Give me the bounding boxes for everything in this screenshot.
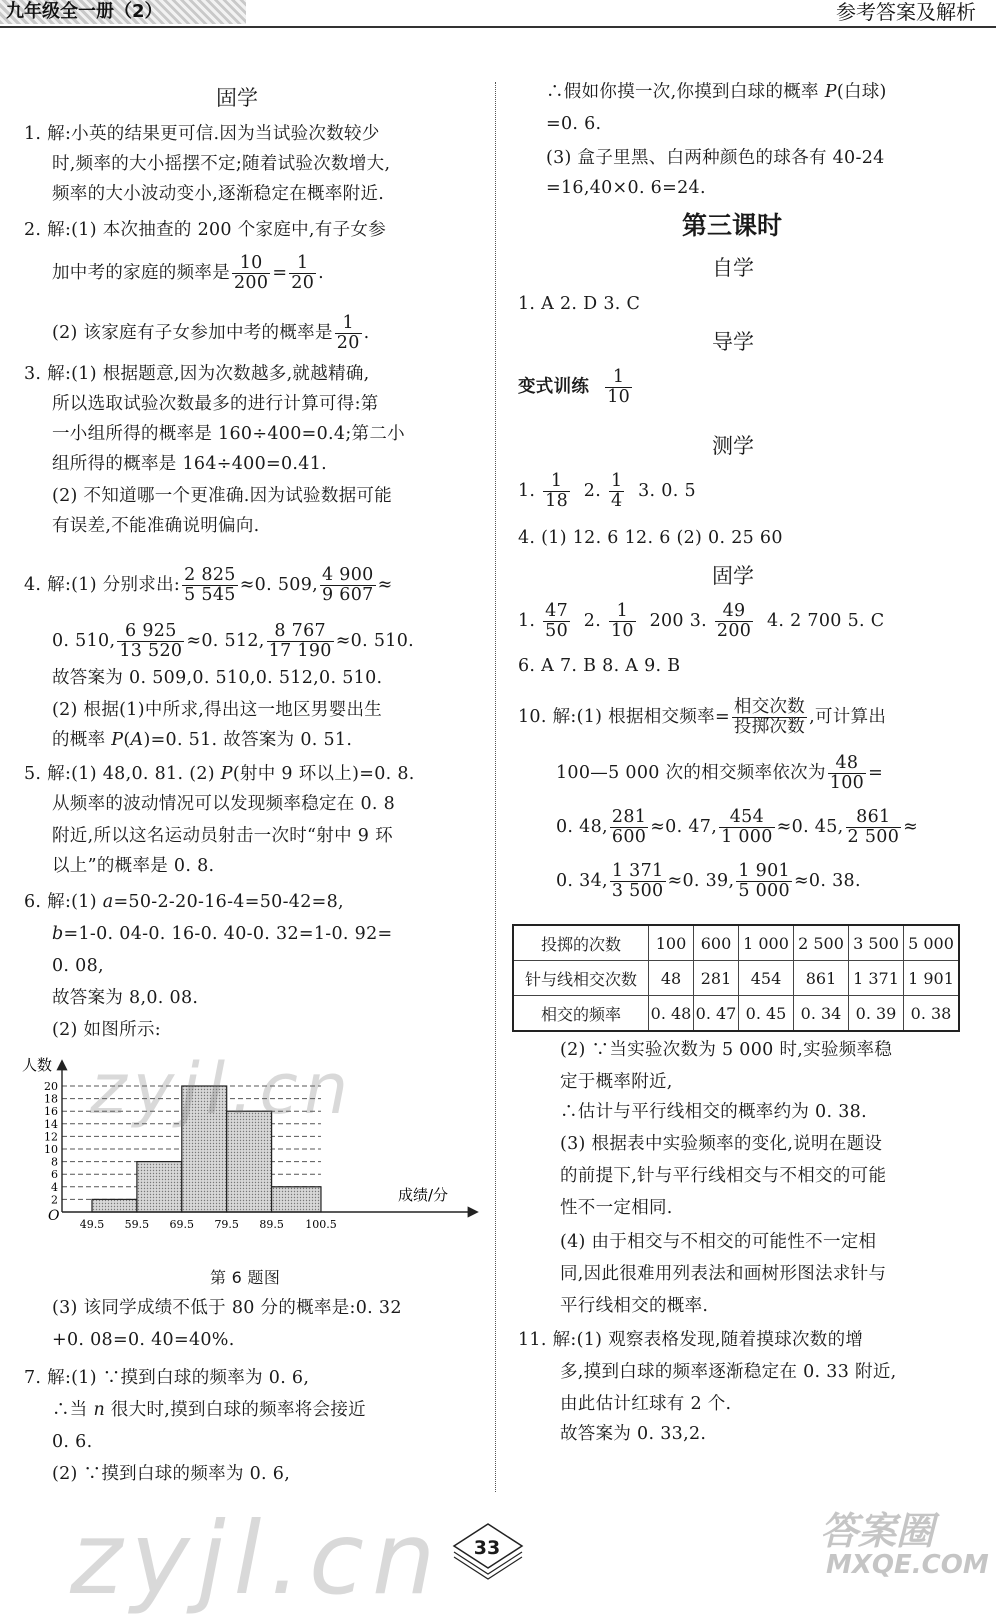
bianshi-fraction: [605, 368, 632, 407]
q10-line-2: [556, 754, 883, 793]
equals: =: [272, 263, 288, 283]
g-text: 200 3.: [649, 611, 708, 631]
section-title-cexue: 测学: [712, 434, 754, 458]
g-text: 4. 2 700 5. C: [766, 611, 885, 631]
q10-fraction: [828, 754, 866, 793]
table-cell: 0. 48: [649, 996, 694, 1032]
q4-line-2: [52, 622, 414, 661]
q10b-line-7: (4) 由于相交与不相交的可能性不一定相: [560, 1232, 877, 1252]
frac-den: 18: [545, 491, 569, 511]
q2-line-2: [52, 254, 324, 293]
frac-num: 49: [715, 602, 753, 622]
q1-line-1: 1. 解:小英的结果更可信.因为当试验次数较少: [24, 124, 380, 144]
table-row: [513, 961, 959, 996]
q4-text: ≈0. 510.: [335, 631, 415, 651]
q2-fraction: [335, 314, 362, 353]
frac-den: 投掷次数: [733, 717, 806, 737]
table-cell: 1 000: [739, 925, 794, 961]
frac-den: 3 500: [611, 881, 664, 901]
bianshi-label: 变式训练: [518, 377, 590, 397]
table-cell: 1 901: [904, 961, 960, 996]
q3-line-4: 组所得的概率是 164÷400=0.41.: [52, 454, 328, 474]
q3-line-6: 有误差,不能准确说明偏向.: [52, 516, 260, 536]
frac-num: 1 371: [611, 861, 664, 881]
q10-text: 100—5 000 次的相交频率依次为: [556, 763, 826, 783]
frac-num: 47: [545, 601, 569, 621]
watermark-logo-bottom: zyjl.cn: [70, 1500, 444, 1617]
x-axis-label: 成绩/分: [398, 1186, 449, 1204]
q4-text: 0. 510,: [52, 631, 116, 651]
math-var: P: [220, 764, 233, 784]
q11-line-4: 故答案为 0. 33,2.: [560, 1424, 707, 1444]
math-var: n: [93, 1400, 106, 1420]
y-axis-label: 人数: [22, 1056, 53, 1074]
q7-line-3: 0. 6.: [52, 1432, 93, 1452]
q10b-line-1: (2) ∵当实验次数为 5 000 时,实验频率稳: [560, 1040, 893, 1060]
q10-line-4: [556, 862, 861, 901]
frac-num: 相交次数: [733, 697, 806, 717]
q10b-line-4: (3) 根据表中实验频率的变化,说明在题设: [560, 1134, 883, 1154]
frac-num: 10: [232, 254, 270, 274]
q6-text: =50-2-20-16-4=50-42=8,: [113, 892, 344, 912]
table-cell: 281: [694, 961, 739, 996]
q7-cont-line-4: =16,40×0. 6=24.: [546, 178, 706, 198]
lesson-title: 第三课时: [682, 211, 783, 240]
q10b-line-2: 定于概率附近,: [560, 1072, 673, 1092]
q4-text: ≈0. 512,: [186, 631, 265, 651]
y-tick-label: 20: [44, 1080, 58, 1093]
frac-den: 200: [716, 621, 752, 641]
q10-fraction: [610, 808, 648, 847]
frac-den: 13 520: [119, 641, 183, 661]
period: .: [363, 323, 370, 343]
q2-fraction: [232, 254, 270, 293]
results-table: [512, 924, 960, 1032]
q4-line-5: [52, 730, 352, 750]
guxue-line-2: 6. A 7. B 8. A 9. B: [518, 656, 681, 676]
math-var: P: [824, 82, 837, 102]
section-title-guxue-2: 固学: [712, 564, 754, 588]
q6-text: 6. 解:(1): [24, 892, 103, 912]
math-var: b: [52, 924, 64, 944]
table-cell: 1 371: [849, 961, 904, 996]
q7-line-2: [52, 1400, 366, 1420]
cexue-line-2: 4. (1) 12. 6 12. 6 (2) 0. 25 60: [518, 528, 783, 548]
watermark-corner: 答案圈: [820, 1509, 935, 1553]
frac-den: 9 607: [322, 585, 374, 605]
x-tick-label: 49.5: [79, 1218, 105, 1231]
y-tick-label: 2: [51, 1193, 58, 1207]
x-tick-label: 59.5: [124, 1218, 150, 1231]
q11-line-1: 11. 解:(1) 观察表格发现,随着摸球次数的增: [518, 1330, 864, 1350]
c-text: 2.: [583, 481, 602, 501]
cexue-line-1: [518, 472, 696, 511]
q10-text: ≈: [903, 817, 919, 837]
table-cell: 针与线相交次数: [513, 961, 649, 996]
q6c-line-1: (3) 该同学成绩不低于 80 分的概率是:0. 32: [52, 1298, 402, 1318]
frac-den: 17 190: [268, 641, 332, 661]
table-cell: 2 500: [794, 925, 849, 961]
q10-line-1: [518, 698, 886, 737]
x-tick-label: 89.5: [259, 1218, 284, 1231]
section-title-zixue: 自学: [712, 256, 754, 280]
q3-line-2: 所以选取试验次数最多的进行计算可得:第: [52, 394, 379, 414]
q7-text: 很大时,摸到白球的频率将会接近: [105, 1400, 366, 1420]
table-cell: 600: [694, 925, 739, 961]
frac-den: 1 000: [721, 827, 773, 847]
q10b-line-6: 性不一定相同.: [560, 1198, 673, 1218]
q6-line-2: [52, 924, 392, 944]
frac-num: 48: [828, 754, 866, 774]
q4-fraction: [117, 622, 184, 661]
frac-den: 20: [291, 273, 315, 293]
q10-fraction: [732, 698, 807, 737]
g-fraction: [609, 602, 636, 641]
table-cell: 861: [794, 961, 849, 996]
frac-den: 100: [829, 773, 865, 793]
q10-fraction: [846, 808, 902, 847]
c-text: 1.: [518, 481, 536, 501]
q4-text: ≈: [377, 575, 393, 595]
q10-text: ≈0. 39,: [667, 871, 735, 891]
q4-text: )=0. 51. 故答案为 0. 51.: [143, 730, 353, 750]
q3-line-5: (2) 不知道哪一个更准确.因为试验数据可能: [52, 486, 393, 506]
q10b-line-5: 的前提下,针与平行线相交与不相交的可能: [560, 1166, 887, 1186]
table-cell: 48: [649, 961, 694, 996]
watermark-corner-sub: MXQE.COM: [826, 1550, 989, 1580]
q6-line-3: 0. 08,: [52, 956, 104, 976]
table-cell: 投掷的次数: [513, 925, 649, 961]
q1-line-2: 时,频率的大小摇摆不定;随着试验次数增大,: [52, 154, 391, 174]
frac-num: 1: [610, 471, 623, 491]
column-divider: [495, 82, 496, 1492]
zixue-answers: 1. A 2. D 3. C: [518, 294, 641, 314]
table-cell: 5 000: [904, 925, 960, 961]
table-cell: 0. 34: [794, 996, 849, 1032]
x-tick-label: 100.5: [305, 1218, 337, 1231]
q10b-line-9: 平行线相交的概率.: [560, 1296, 709, 1316]
q3-line-1: 3. 解:(1) 根据题意,因为次数越多,就越精确,: [24, 364, 370, 384]
q10-line-3: [556, 808, 918, 847]
q7-line-1: 7. 解:(1) ∵摸到白球的频率为 0. 6,: [24, 1368, 310, 1388]
q6-line-5: (2) 如图所示:: [52, 1020, 161, 1040]
q10-text: ≈0. 38.: [793, 871, 861, 891]
x-tick-label: 79.5: [214, 1218, 239, 1231]
section-title-guxue: 固学: [216, 86, 258, 110]
q5-line-1: [24, 764, 415, 784]
frac-den: 2 500: [847, 827, 900, 847]
frac-den: 4: [610, 491, 623, 511]
frac-num: 1: [609, 602, 636, 622]
table-cell: 100: [649, 925, 694, 961]
q5-line-4: 以上”的概率是 0. 8.: [52, 856, 215, 876]
frac-num: 6 925: [117, 622, 184, 642]
y-tick-label: 18: [44, 1092, 58, 1106]
q6-line-4: 故答案为 8,0. 08.: [52, 988, 199, 1008]
frac-num: 454: [719, 808, 775, 828]
c-fraction: [543, 472, 570, 511]
frac-den: 10: [610, 621, 634, 641]
frac-num: 1: [335, 314, 362, 334]
frac-num: 4 900: [322, 565, 374, 585]
q10-text: 0. 48,: [556, 817, 608, 837]
frac-num: 1: [289, 254, 316, 274]
header-section-title: 参考答案及解析: [836, 0, 976, 24]
c-fraction: [609, 472, 624, 511]
frac-den: 600: [611, 827, 647, 847]
q11-line-2: 多,摸到白球的频率逐渐稳定在 0. 33 附近,: [560, 1362, 897, 1382]
q10-text: ≈0. 45,: [776, 817, 844, 837]
q4-fraction: [182, 566, 238, 605]
q2-line-1: 2. 解:(1) 本次抽查的 200 个家庭中,有子女参: [24, 220, 386, 240]
y-tick-label: 16: [44, 1105, 58, 1119]
q4-line-1: [24, 566, 393, 605]
frac-den: 20: [336, 333, 360, 353]
y-tick-label: 14: [44, 1117, 58, 1131]
table-row: [513, 996, 959, 1032]
q10-fraction: [719, 808, 775, 847]
table-cell: 相交的频率: [513, 996, 649, 1032]
x-tick-label: 69.5: [169, 1218, 195, 1231]
q4-fraction: [320, 566, 376, 605]
q4-fraction: [267, 622, 334, 661]
section-title-daoxue: 导学: [712, 330, 754, 354]
q11-line-3: 由此估计红球有 2 个.: [560, 1394, 732, 1414]
q6c-line-2: +0. 08=0. 40=40%.: [52, 1330, 235, 1350]
frac-den: 10: [607, 387, 631, 407]
table-cell: 3 500: [849, 925, 904, 961]
frac-den: 5 545: [184, 585, 236, 605]
math-var: a: [102, 892, 114, 912]
q7-cont-line-1: [546, 82, 887, 102]
frac-num: 8 767: [267, 622, 334, 642]
q4-line-3: 故答案为 0. 509,0. 510,0. 512,0. 510.: [52, 668, 383, 688]
q10-text: 0. 34,: [556, 871, 608, 891]
q5-line-2: 从频率的波动情况可以发现频率稳定在 0. 8: [52, 794, 396, 814]
y-tick-label: 6: [51, 1168, 58, 1182]
q3-line-3: 一小组所得的概率是 160÷400=0.4;第二小: [52, 424, 405, 444]
q10-text: ,可计算出: [809, 707, 887, 727]
q5-text: 5. 解:(1) 48,0. 81. (2): [24, 764, 221, 784]
y-tick-label: 8: [51, 1155, 58, 1169]
math-var: P: [111, 730, 124, 750]
histogram-bar: [92, 1199, 137, 1212]
q6-line-1: [24, 892, 344, 912]
watermark-logo: zyjl.cn: [90, 1048, 355, 1130]
g-text: 2.: [583, 611, 602, 631]
table-cell: 0. 47: [694, 996, 739, 1032]
q7-line-4: (2) ∵摸到白球的频率为 0. 6,: [52, 1464, 291, 1484]
frac-den: 50: [545, 621, 569, 641]
guxue-line-1: [518, 602, 884, 641]
q10-text: ≈0. 47,: [650, 817, 718, 837]
q2-text: 加中考的家庭的频率是: [52, 263, 230, 283]
q10b-line-3: ∴估计与平行线相交的概率约为 0. 38.: [560, 1102, 867, 1122]
q4-text: 4. 解:(1) 分别求出:: [24, 575, 181, 595]
frac-num: 1: [605, 368, 632, 388]
q2-text: (2) 该家庭有子女参加中考的概率是: [52, 323, 333, 343]
y-tick-label: 12: [44, 1130, 58, 1144]
y-tick-label: 4: [51, 1180, 58, 1194]
q10-fraction: [736, 862, 792, 901]
frac-num: 2 825: [184, 565, 236, 585]
q6-text: =1-0. 04-0. 16-0. 40-0. 32=1-0. 92=: [63, 924, 393, 944]
frac-num: 1 901: [738, 861, 790, 881]
g-text: 1.: [518, 611, 536, 631]
q4-text: (: [123, 730, 131, 750]
c-text: 3. 0. 5: [638, 481, 696, 501]
q1-line-3: 频率的大小波动变小,逐渐稳定在概率附近.: [52, 184, 385, 204]
math-var: A: [130, 730, 144, 750]
frac-num: 1: [543, 472, 570, 492]
table-cell: 454: [739, 961, 794, 996]
q4-text: ≈0. 509,: [239, 575, 319, 595]
histogram-bar: [272, 1187, 321, 1212]
period: .: [318, 263, 325, 283]
q10b-line-8: 同,因此很难用列表法和画树形图法求针与: [560, 1264, 887, 1284]
bianshi-line: [518, 368, 634, 407]
page-number: 33: [473, 1537, 501, 1559]
table-cell: 0. 45: [739, 996, 794, 1032]
frac-den: 200: [234, 273, 269, 293]
q7-text: ∴当: [52, 1400, 94, 1420]
q10-fraction: [610, 862, 666, 901]
q7-text: (白球): [836, 82, 887, 102]
q5-text: (射中 9 环以上)=0. 8.: [232, 764, 415, 784]
q5-line-3: 附近,所以这名运动员射击一次时“射中 9 环: [52, 826, 393, 846]
q4-line-4: (2) 根据(1)中所求,得出这一地区男婴出生: [52, 700, 383, 720]
chart-caption: 第 6 题图: [210, 1268, 281, 1287]
q4-text: 的概率: [52, 730, 112, 750]
table-row: [513, 925, 959, 961]
g-fraction: [543, 602, 570, 641]
header-book-title: 九年级全一册（2）: [0, 0, 246, 24]
origin-label: O: [48, 1208, 60, 1224]
q7-cont-line-2: =0. 6.: [546, 114, 602, 134]
q7-cont-line-3: (3) 盒子里黑、白两种颜色的球各有 40-24: [546, 148, 885, 168]
g-fraction: [715, 602, 753, 641]
y-tick-label: 10: [44, 1143, 58, 1156]
q2-line-3: [52, 314, 370, 353]
q7-text: ∴假如你摸一次,你摸到白球的概率: [546, 82, 825, 102]
q2-fraction: [289, 254, 316, 293]
frac-num: 861: [846, 808, 902, 828]
q10-text: =: [868, 763, 884, 783]
table-cell: 0. 38: [904, 996, 960, 1032]
header-rule: [0, 26, 996, 28]
frac-den: 5 000: [738, 881, 790, 901]
frac-num: 281: [611, 807, 647, 827]
histogram-bar: [137, 1162, 182, 1212]
q10-text: 10. 解:(1) 根据相交频率=: [518, 707, 730, 727]
table-cell: 0. 39: [849, 996, 904, 1032]
